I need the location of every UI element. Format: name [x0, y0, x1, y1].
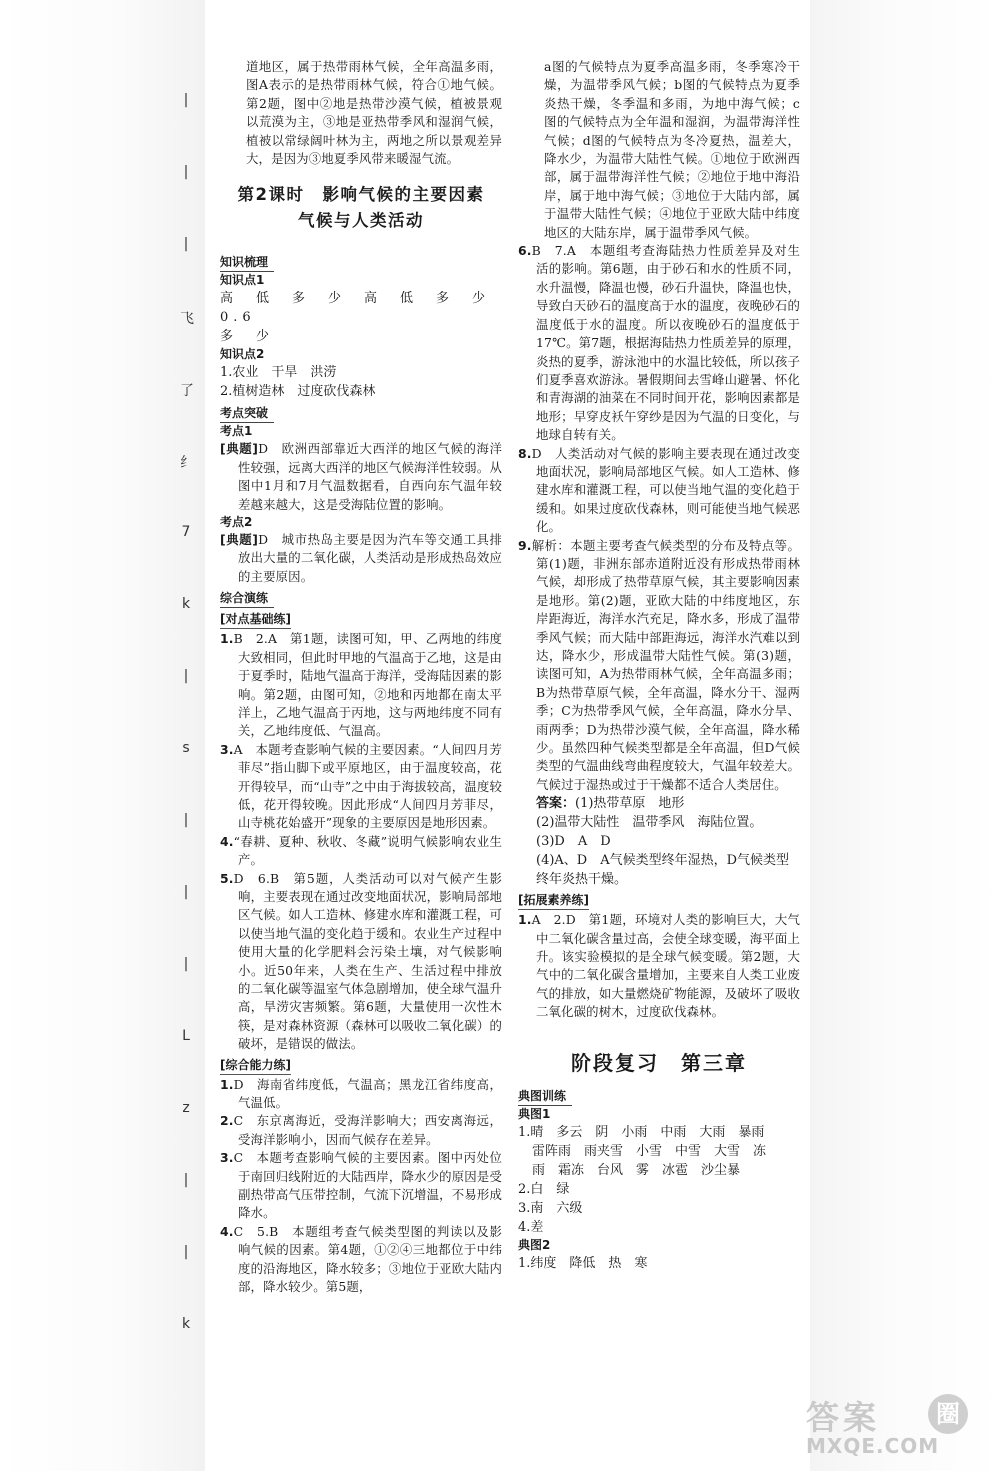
- edge-glyph: |: [183, 884, 189, 900]
- answer-page: [212, 58, 817, 1458]
- kp1-label: 知识点1: [220, 273, 265, 288]
- right-answer-item-text: D 人类活动对气候的影响主要表现在通过改变地面状况，影响局部地区气候。如人工造林、修建水库和灌溉工程，可以使当地气温的变化趋于缓和。如果过度砍伐森林，则可能使当地气候恶化。: [531, 445, 800, 535]
- watermark-text: 答案: [806, 1398, 880, 1437]
- right-answer-item-num: 8.: [518, 445, 532, 461]
- basic-practice-item: [220, 870, 502, 1054]
- answer-line-4: (4)A、D A气候类型终年湿热，D气候类型终年炎热干燥。: [536, 853, 790, 888]
- right-answer-item: [518, 537, 800, 795]
- basic-practice-item: [220, 630, 502, 740]
- edge-glyph: |: [183, 1244, 189, 1260]
- basic-practice-list: [220, 630, 502, 1053]
- kp1-answers-b: 多 少: [220, 329, 275, 345]
- kp2-item1: 1.农业 干旱 洪涝: [220, 365, 337, 381]
- edge-glyph: |: [183, 92, 189, 108]
- dt1-item1c: 雨 霜冻 台风 雾 冰雹 沙尘暴: [532, 1162, 741, 1178]
- edge-glyph: 了: [180, 383, 194, 399]
- extension-item: [518, 911, 800, 1021]
- basic-practice-item-text: “春耕、夏种、秋收、冬藏”说明气候影响农业生产。: [233, 833, 502, 868]
- dt2-label: 典图2: [518, 1237, 551, 1252]
- edge-glyph: 7: [181, 524, 191, 540]
- lesson-title: 第2课时 影响气候的主要因素 气候与人类活动: [237, 185, 503, 231]
- basic-header: [对点基础练]: [220, 611, 291, 629]
- basic-practice-item-text: D 6.B 第5题，人类活动可以对气候产生影响，主要表现在通过改变地面状况，影响局部地区气候。如人工造林、修建水库和灌溉工程，可以使当地气温的变化趋于缓和。农业生产过程中使用大量的化学肥料会污染土壤，对气候影响小。近50年来，人类在生产、生活过程中排放的二氧化碳等温室气体急剧增加，使全球气温升高，旱涝灾害频繁。第6题，大量使用一次性木筷，是对森林资源（森林可以吸收二氧化碳）的破坏，是错误的做法。: [233, 870, 502, 1052]
- ability-practice-item-num: 3.: [220, 1150, 234, 1166]
- basic-practice-item-num: 5.: [220, 870, 234, 886]
- site-watermark: [800, 1392, 990, 1464]
- exam2-body: D 城市热岛主要是因为汽车等交通工具排放出大量的二氧化碳，人类活动是形成热岛效应的主要原因。: [238, 532, 502, 584]
- dt1-item3: 3.南 六级: [518, 1200, 583, 1216]
- basic-practice-item-text: B 2.A 第1题，读图可知，甲、乙两地的纬度大致相同，但此时甲地的气温高于乙地，这是由于夏季时，陆地气温高于海洋，受海陆因素的影响。第2题，由图可知，②地和丙地都在南太平洋上，乙地气温高于丙地，这与两地纬度不同有关，乙地纬度低、气温高。: [233, 631, 502, 739]
- exam-header: 考点突破: [220, 405, 274, 423]
- right-column: [518, 58, 800, 1273]
- edge-glyph: |: [183, 1172, 189, 1188]
- exam2-label: 考点2: [220, 515, 253, 530]
- dt2-item1: 1.纬度 降低 热 寒: [518, 1255, 648, 1271]
- continued-paragraph: a图的气候特点为夏季高温多雨，冬季寒冷干燥，为温带季风气候；b图的气候特点为夏季炎热干燥，冬季温和多雨，为地中海气候；c图的气候特点为全年温和湿润，为温带海洋性气候；d图的气候特点为冬冷夏热，温差大，降水少，为温带大陆性气候。①地位于欧洲西部，属于温带海洋性气候；②地位于地中海沿岸，属于地中海气候；③地位于大陆内部，属于温带大陆性气候；④地位于亚欧大陆中纬度地区的大陆东岸，属于温带季风气候。: [544, 59, 800, 240]
- edge-glyph: s: [182, 740, 190, 756]
- right-answer-item-text: B 7.A 本题组考查海陆热力性质差异及对生活的影响。第6题，由于砂石和水的性质不同，水升温慢，降温也慢，砂石升温快，降温也快，导致白天砂石的温度高于水的温度，夜晚砂石的温度低于水的温度。所以夜晚砂石的温度低于17℃。第7题，根据海陆热力性质差异的原理，炎热的夏季，游泳池中的水温比较低，所以孩子们夏季喜欢游泳。暑假期间去雪峰山避暑、怀化和青海湖的油菜在不同时间开花，影响因素都是地形；早穿皮袄午穿纱是因为气温的日变化，与地球自转有关。: [531, 243, 800, 443]
- knowledge-header: 知识梳理: [220, 254, 274, 272]
- edge-glyph: k: [181, 1316, 191, 1332]
- left-page-edge: [0, 0, 205, 1471]
- answer-line-2: (2)温带大陆性 温带季风 海陆位置。: [536, 815, 763, 831]
- edge-glyph: |: [183, 956, 189, 972]
- right-answer-list: [518, 242, 800, 794]
- ability-practice-item-num: 1.: [220, 1076, 234, 1092]
- kp1-answers-a: 高 低 多 少 高 低 多 少 0.6: [220, 291, 509, 326]
- ability-practice-item-num: 4.: [220, 1223, 234, 1239]
- ability-practice-item-text: C 本题考查影响气候的主要因素。图中丙处位于南回归线附近的大陆西岸，降水少的原因是受副热带高气压带控制，气流下沉增温，不易形成降水。: [233, 1150, 502, 1221]
- ability-practice-item: [220, 1223, 502, 1297]
- exam1-tag: [典题]: [220, 441, 259, 457]
- edge-glyph: |: [183, 236, 189, 252]
- right-answer-item-num: 6.: [518, 243, 532, 259]
- right-answer-item-num: 9.: [518, 537, 532, 553]
- exam2-text: [220, 531, 502, 586]
- ability-practice-item: [220, 1076, 502, 1113]
- ability-practice-item-text: C 5.B 本题组考查气候类型图的判读以及影响气候的因素。第4题，①②④三地都位于中纬度的沿海地区，降水较多；③地位于亚欧大陆内部，降水较少。第5题，: [233, 1223, 502, 1295]
- extension-item-text: A 2.D 第1题，环境对人类的影响巨大，大气中二氧化碳含量过高，会使全球变暖，海平面上升。该实验模拟的是全球气候变暖。第2题，大气中的二氧化碳含量增加，主要来自人类工业废气的排放，如大量燃烧矿物能源，及破坏了吸收二氧化碳的树木，过度砍伐森林。: [531, 912, 800, 1020]
- watermark-url: MXQE.COM: [806, 1434, 940, 1458]
- ability-header: [综合能力练]: [220, 1057, 291, 1075]
- watermark-badge: 圈: [928, 1394, 968, 1434]
- dt1-item1b: 雷阵雨 雨夹雪 小雪 中雪 大雪 冻: [532, 1143, 767, 1159]
- edge-glyph: z: [182, 1100, 190, 1116]
- basic-practice-item-text: A 本题考查影响气候的主要因素。“人间四月芳菲尽”指山脚下或平原地区，由于温度较高，花开得较早，而“山寺”之中由于海拔较高，温度较低，花开得较晚。因此形成“人间四月芳菲尽，山寺桃花始盛开”现象的主要原因是地形因素。: [233, 741, 502, 831]
- dt1-item4: 4.差: [518, 1219, 544, 1235]
- ability-practice-item-text: C 东京离海近，受海洋影响大；西安离海远，受海洋影响小，因而气候存在差异。: [233, 1113, 502, 1147]
- ability-practice-list: [220, 1076, 502, 1297]
- practice-header: 综合演练: [220, 590, 274, 608]
- answer-label: 答案：: [536, 796, 576, 812]
- exam1-text: [220, 440, 502, 514]
- extension-item-num: 1.: [518, 912, 532, 928]
- edge-glyph: L: [182, 1028, 190, 1044]
- kp2-item2: 2.植树造林 过度砍伐森林: [220, 384, 376, 400]
- edge-glyph: |: [183, 812, 189, 828]
- answer-block: [518, 794, 800, 813]
- exam1-body: D 欧洲西部靠近大西洋的地区气候的海洋性较强，远离大西洋的地区气候海洋性较弱。从图中1月和7月气温数据看，自西向东气温年较差越来越大，这是受海陆位置的影响。: [238, 441, 502, 512]
- right-page-edge: [810, 0, 1000, 1471]
- edge-glyph: |: [183, 668, 189, 684]
- exam1-label: 考点1: [220, 424, 253, 439]
- kp2-label: 知识点2: [220, 347, 265, 362]
- ability-practice-item: [220, 1112, 502, 1149]
- answer-line-3: (3)D A D: [536, 834, 611, 850]
- exam2-tag: [典题]: [220, 532, 259, 548]
- ability-practice-item: [220, 1149, 502, 1223]
- edge-glyph: k: [181, 596, 191, 612]
- edge-glyph: 纟: [180, 455, 194, 471]
- right-answer-item: [518, 242, 800, 444]
- dt1-item1a: 1.晴 多云 阴 小雨 中雨 大雨 暴雨: [518, 1124, 765, 1140]
- basic-practice-item: [220, 741, 502, 833]
- right-answer-item: [518, 445, 800, 537]
- basic-practice-item-num: 4.: [220, 833, 234, 849]
- edge-glyph: 飞: [180, 311, 194, 327]
- basic-practice-item: [220, 833, 502, 870]
- ability-practice-item-text: D 海南省纬度低，气温高；黑龙江省纬度高，气温低。: [233, 1076, 502, 1111]
- extension-header: [拓展素养练]: [518, 892, 589, 910]
- right-answer-item-text: 解析：本题主要考查气候类型的分布及特点等。第(1)题，非洲东部赤道附近没有形成热带雨林气候，却形成了热带草原气候，其主要影响因素是地形。第(2)题，亚欧大陆的中纬度地区，东岸距海近，海洋水汽充足，降水多，形成了温带季风气候；而大陆中部距海远，海洋水汽难以到达，降水少，形成温带大陆性气候。第(3)题，读图可知，A为热带雨林气候，全年高温多雨；B为热带草原气候，全年高温，降水分干、湿两季；C为热带季风气候，全年高温，降水分旱、雨两季；D为热带沙漠气候，全年高温，降水稀少。虽然四种气候类型都是全年高温，但D气候类型的气温曲线弯曲程度较大，气温年较差大。气候过于湿热或过于干燥都不适合人类居住。: [531, 537, 800, 792]
- stage-title: 阶段复习 第三章: [571, 1050, 747, 1075]
- dt1-label: 典图1: [518, 1106, 551, 1121]
- dt1-item2: 2.白 绿: [518, 1181, 570, 1197]
- basic-practice-item-num: 3.: [220, 741, 234, 757]
- ability-practice-item-num: 2.: [220, 1113, 234, 1129]
- left-column: [220, 58, 509, 1297]
- edge-glyph: |: [183, 164, 189, 180]
- answer-line-1: (1)热带草原 地形: [575, 796, 685, 812]
- dian-header: 典图训练: [518, 1088, 572, 1106]
- intro-paragraph: 道地区，属于热带雨林气候，全年高温多雨，图A表示的是热带雨林气候，符合①地气候。第2题，图中②地是热带沙漠气候，植被景观以荒漠为主，③地是亚热带季风和湿润气候，植被以常绿阔叶林为主，两地之所以景观差异大，是因为③地夏季风带来暖湿气流。: [246, 59, 502, 167]
- basic-practice-item-num: 1.: [220, 631, 234, 647]
